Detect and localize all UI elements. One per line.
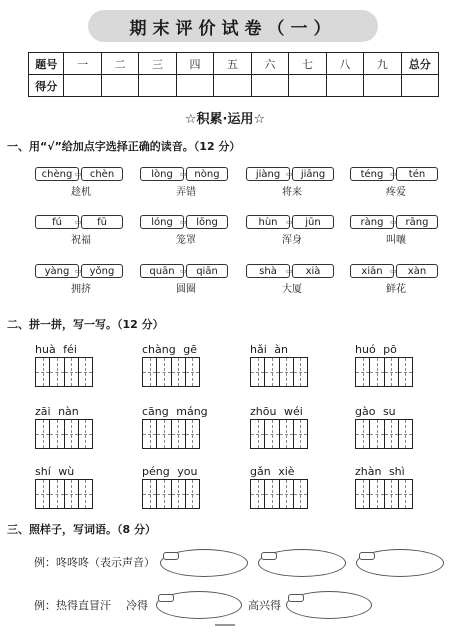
oval-tab-icon — [158, 594, 174, 602]
pinyin-options — [35, 215, 121, 229]
writing-grid — [250, 419, 308, 449]
writing-cell[interactable] — [157, 420, 171, 448]
writing-grid — [35, 479, 93, 509]
writing-group — [355, 343, 435, 387]
score-table-score-row — [29, 75, 439, 97]
pinyin-prompt: huó pō — [355, 343, 397, 356]
pinyin-prompt: shí wù — [35, 465, 75, 478]
target-word: 叫嚷 — [386, 235, 406, 246]
pinyin-prompt: zhàn shì — [355, 465, 405, 478]
check-box-icon: ▭ — [286, 267, 293, 275]
writing-cell[interactable] — [280, 480, 294, 508]
score-cell[interactable] — [401, 75, 439, 97]
writing-cell[interactable] — [265, 480, 279, 508]
writing-cell[interactable] — [172, 358, 186, 386]
score-row-label: 题号 — [29, 53, 64, 75]
oval-tab-icon — [288, 594, 304, 602]
score-column: 四 — [176, 53, 213, 75]
title-banner — [88, 10, 378, 42]
pinyin-option-b[interactable]: chèn — [81, 167, 123, 181]
writing-group — [355, 465, 435, 509]
writing-cell[interactable] — [370, 420, 384, 448]
pinyin-option-b[interactable]: qiān — [186, 264, 228, 278]
writing-cell[interactable] — [385, 420, 399, 448]
pinyin-option-a[interactable]: lòng — [140, 167, 184, 181]
oval-tab-icon — [163, 552, 179, 560]
writing-cell[interactable] — [186, 480, 199, 508]
writing-cell[interactable] — [294, 420, 307, 448]
writing-cell[interactable] — [79, 420, 92, 448]
writing-cell[interactable] — [385, 358, 399, 386]
writing-grid — [35, 357, 93, 387]
writing-group — [142, 405, 222, 449]
target-word: 趁机 — [71, 187, 91, 198]
writing-grid — [142, 419, 200, 449]
writing-cell[interactable] — [50, 358, 64, 386]
section1-heading: 一、用“√”给加点字选择正确的读音。（12 分） — [7, 140, 241, 153]
target-word: 笼罩 — [176, 235, 196, 246]
pinyin-choice-item — [35, 167, 121, 198]
pinyin-option-b[interactable]: nòng — [186, 167, 228, 181]
pinyin-choice-item — [350, 167, 436, 198]
score-cell[interactable] — [139, 75, 176, 97]
writing-cell[interactable] — [143, 358, 157, 386]
score-cell[interactable] — [214, 75, 251, 97]
section-subtitle: ☆积累·运用☆ — [184, 112, 266, 127]
target-word: 祝福 — [71, 235, 91, 246]
score-column: 三 — [139, 53, 176, 75]
section2-heading: 二、拼一拼，写一写。（12 分） — [7, 318, 164, 331]
writing-cell[interactable] — [36, 420, 50, 448]
writing-cell[interactable] — [36, 480, 50, 508]
writing-cell[interactable] — [143, 480, 157, 508]
pinyin-choice-item — [140, 167, 226, 198]
writing-cell[interactable] — [65, 358, 79, 386]
pinyin-option-b[interactable]: lōng — [186, 215, 228, 229]
target-word: 浑身 — [282, 235, 302, 246]
writing-cell[interactable] — [65, 480, 79, 508]
pinyin-choice-item — [140, 215, 226, 246]
writing-cell[interactable] — [385, 480, 399, 508]
target-word: 圆圈 — [176, 284, 196, 295]
example-sound: 例：咚咚咚（表示声音） — [34, 556, 155, 569]
score-cell[interactable] — [251, 75, 288, 97]
writing-cell[interactable] — [370, 480, 384, 508]
writing-cell[interactable] — [251, 480, 265, 508]
pinyin-option-b[interactable]: tén — [396, 167, 438, 181]
pinyin-prompt: cāng máng — [142, 405, 208, 418]
score-table — [28, 52, 439, 97]
writing-cell[interactable] — [50, 420, 64, 448]
pinyin-options — [140, 264, 226, 278]
writing-grid — [142, 479, 200, 509]
writing-cell[interactable] — [356, 420, 370, 448]
pinyin-option-a[interactable]: jiàng — [246, 167, 290, 181]
pinyin-prompt: huà féi — [35, 343, 77, 356]
prompt-happy: 高兴得 — [248, 599, 281, 612]
score-column: 九 — [364, 53, 401, 75]
writing-group — [355, 405, 435, 449]
pinyin-choice-item — [140, 264, 226, 295]
writing-cell[interactable] — [65, 420, 79, 448]
writing-cell[interactable] — [172, 420, 186, 448]
pinyin-option-b[interactable]: jūn — [292, 215, 334, 229]
writing-cell[interactable] — [186, 358, 199, 386]
check-box-icon: ▭ — [180, 218, 187, 226]
pinyin-options — [350, 167, 436, 181]
prompt-cold: 冷得 — [126, 599, 148, 612]
score-column: 八 — [326, 53, 363, 75]
pinyin-option-a[interactable]: xiān — [350, 264, 394, 278]
target-word: 大厦 — [282, 284, 302, 295]
writing-cell[interactable] — [265, 420, 279, 448]
writing-cell[interactable] — [172, 480, 186, 508]
pinyin-options — [246, 264, 332, 278]
writing-grid — [250, 357, 308, 387]
pinyin-option-a[interactable]: hùn — [246, 215, 290, 229]
pinyin-choice-item — [35, 215, 121, 246]
pinyin-option-a[interactable]: quān — [140, 264, 184, 278]
score-row-label: 得分 — [29, 75, 64, 97]
target-word: 鲜花 — [386, 284, 406, 295]
target-word: 拥挤 — [71, 284, 91, 295]
pinyin-prompt: gǎn xiè — [250, 465, 295, 478]
pinyin-option-a[interactable]: ràng — [350, 215, 394, 229]
writing-group — [35, 405, 115, 449]
pinyin-choice-item — [35, 264, 121, 295]
check-box-icon: ▭ — [75, 170, 82, 178]
writing-grid — [355, 357, 413, 387]
writing-cell[interactable] — [251, 420, 265, 448]
score-column: 五 — [214, 53, 251, 75]
check-box-icon: ▭ — [390, 218, 397, 226]
writing-group — [250, 465, 330, 509]
score-cell[interactable] — [326, 75, 363, 97]
score-column: 二 — [101, 53, 138, 75]
page-title: 期末评价试卷（一） — [129, 18, 337, 39]
score-cell[interactable] — [176, 75, 213, 97]
pinyin-prompt: zhōu wéi — [250, 405, 303, 418]
writing-group — [250, 343, 330, 387]
pinyin-prompt: gào su — [355, 405, 396, 418]
writing-grid — [355, 479, 413, 509]
pinyin-choice-item — [246, 264, 332, 295]
pinyin-option-b[interactable]: yǒng — [81, 264, 123, 278]
check-box-icon: ▭ — [286, 218, 293, 226]
check-box-icon: ▭ — [390, 170, 397, 178]
score-table-header-row — [29, 53, 439, 75]
pinyin-prompt: hǎi àn — [250, 343, 288, 356]
writing-group — [142, 343, 222, 387]
pinyin-option-a[interactable]: fú — [35, 215, 79, 229]
writing-cell[interactable] — [356, 358, 370, 386]
pinyin-option-b[interactable]: xià — [292, 264, 334, 278]
pinyin-choice-item — [350, 215, 436, 246]
check-box-icon: ▭ — [75, 267, 82, 275]
score-column-total: 总分 — [401, 53, 439, 75]
check-box-icon: ▭ — [75, 218, 82, 226]
writing-cell[interactable] — [356, 480, 370, 508]
writing-cell[interactable] — [79, 480, 92, 508]
score-column: 六 — [251, 53, 288, 75]
writing-cell[interactable] — [50, 480, 64, 508]
pinyin-choice-item — [246, 167, 332, 198]
pinyin-options — [246, 215, 332, 229]
writing-group — [35, 465, 115, 509]
writing-cell[interactable] — [294, 358, 307, 386]
writing-group — [250, 405, 330, 449]
writing-cell[interactable] — [370, 358, 384, 386]
pinyin-option-b[interactable]: xàn — [396, 264, 438, 278]
pinyin-option-b[interactable]: rāng — [396, 215, 438, 229]
page-footer-mark — [215, 624, 235, 626]
writing-cell[interactable] — [143, 420, 157, 448]
writing-cell[interactable] — [157, 480, 171, 508]
target-word: 弄错 — [176, 187, 196, 198]
writing-group — [35, 343, 115, 387]
check-box-icon: ▭ — [390, 267, 397, 275]
pinyin-prompt: chàng gē — [142, 343, 197, 356]
pinyin-choice-item — [246, 215, 332, 246]
writing-grid — [35, 419, 93, 449]
writing-grid — [250, 479, 308, 509]
pinyin-options — [35, 264, 121, 278]
score-cell[interactable] — [364, 75, 401, 97]
pinyin-option-b[interactable]: fū — [81, 215, 123, 229]
oval-tab-icon — [359, 552, 375, 560]
writing-group — [142, 465, 222, 509]
writing-cell[interactable] — [399, 358, 412, 386]
pinyin-prompt: péng you — [142, 465, 198, 478]
writing-cell[interactable] — [280, 358, 294, 386]
writing-cell[interactable] — [251, 358, 265, 386]
target-word: 疼爱 — [386, 187, 406, 198]
score-column: 一 — [64, 53, 101, 75]
score-cell[interactable] — [289, 75, 326, 97]
writing-cell[interactable] — [265, 358, 279, 386]
check-box-icon: ▭ — [286, 170, 293, 178]
pinyin-option-a[interactable]: chèng — [35, 167, 79, 181]
writing-cell[interactable] — [280, 420, 294, 448]
writing-cell[interactable] — [186, 420, 199, 448]
check-box-icon: ▭ — [180, 267, 187, 275]
pinyin-option-b[interactable]: jiāng — [292, 167, 334, 181]
pinyin-options — [246, 167, 332, 181]
pinyin-option-a[interactable]: yàng — [35, 264, 79, 278]
oval-tab-icon — [261, 552, 277, 560]
writing-cell[interactable] — [157, 358, 171, 386]
writing-cell[interactable] — [294, 480, 307, 508]
writing-cell[interactable] — [399, 480, 412, 508]
writing-grid — [142, 357, 200, 387]
pinyin-choice-item — [350, 264, 436, 295]
writing-cell[interactable] — [399, 420, 412, 448]
pinyin-option-a[interactable]: lóng — [140, 215, 184, 229]
writing-grid — [355, 419, 413, 449]
score-column: 七 — [289, 53, 326, 75]
pinyin-options — [140, 215, 226, 229]
example-hot: 例：热得直冒汗 — [34, 599, 111, 612]
pinyin-options — [140, 167, 226, 181]
pinyin-option-a[interactable]: shà — [246, 264, 290, 278]
pinyin-options — [35, 167, 121, 181]
target-word: 将来 — [282, 187, 302, 198]
writing-cell[interactable] — [36, 358, 50, 386]
pinyin-options — [350, 264, 436, 278]
score-cell[interactable] — [64, 75, 101, 97]
pinyin-option-a[interactable]: téng — [350, 167, 394, 181]
check-box-icon: ▭ — [180, 170, 187, 178]
pinyin-options — [350, 215, 436, 229]
score-cell[interactable] — [101, 75, 138, 97]
section3-heading: 三、照样子，写词语。（8 分） — [7, 523, 156, 536]
writing-cell[interactable] — [79, 358, 92, 386]
pinyin-prompt: zāi nàn — [35, 405, 79, 418]
